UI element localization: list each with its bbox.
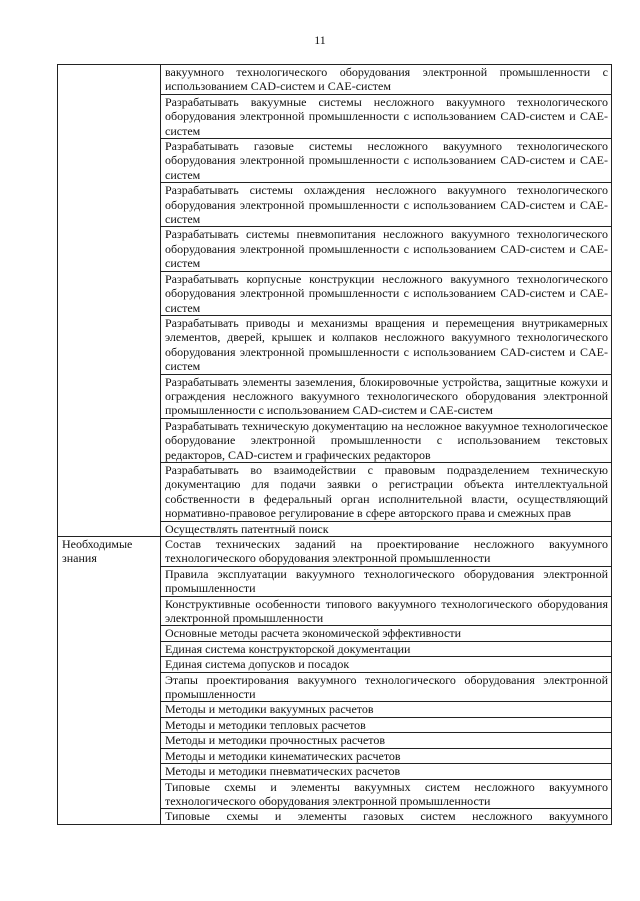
table-cell: Этапы проектирования вакуумного технологического оборудования электронной промышленности [161, 672, 612, 702]
table-cell: Разрабатывать элементы заземления, блокировочные устройства, защитные кожухи и ограждения несложного вакуумного технологического оборудования электронной промышленности с использованием CAD-систем и CAE-систем [161, 374, 612, 418]
table-cell: Единая система допусков и посадок [161, 657, 612, 672]
table-cell: Единая система конструкторской документации [161, 641, 612, 656]
table-cell: Методы и методики вакуумных расчетов [161, 702, 612, 717]
page-number: 11 [314, 33, 326, 47]
table-cell: Конструктивные особенности типового вакуумного технологического оборудования электронной промышленности [161, 596, 612, 626]
table-row [58, 537, 612, 567]
table-cell: Методы и методики кинематических расчетов [161, 748, 612, 763]
table-cell: Разрабатывать газовые системы несложного вакуумного технологического оборудования электронной промышленности с использованием CAD-систем и CAE-систем [161, 139, 612, 183]
table-cell: Разрабатывать системы пневмопитания несложного вакуумного технологического оборудования электронной промышленности с использованием CAD-систем и CAE-систем [161, 227, 612, 271]
table-cell: Методы и методики пневматических расчетов [161, 764, 612, 779]
table-cell: Разрабатывать во взаимодействии с правовым подразделением техническую документацию для подачи заявки о регистрации объекта интеллектуальной собственности в федеральный орган исполнительной власти, осуществляющий нормативно-правовое регулирование в сфере авторского права и смежных прав [161, 462, 612, 521]
table-cell: Методы и методики тепловых расчетов [161, 717, 612, 732]
table-cell: Основные методы расчета экономической эффективности [161, 626, 612, 641]
table-cell: Разрабатывать системы охлаждения несложного вакуумного технологического оборудования электронной промышленности с использованием CAD-систем и CAE-систем [161, 183, 612, 227]
table-cell: Осуществлять патентный поиск [161, 521, 612, 536]
table-cell: вакуумного технологического оборудования электронной промышленности с использованием CAD-систем и CAE-систем [161, 65, 612, 95]
table-cell: Разрабатывать вакуумные системы несложного вакуумного технологического оборудования электронной промышленности с использованием CAD-систем и CAE-систем [161, 94, 612, 138]
table-cell: Типовые схемы и элементы вакуумных систем несложного вакуумного технологического оборудования электронной промышленности [161, 779, 612, 809]
table-row [58, 65, 612, 95]
section-label-knowledge: Необходимые знания [58, 537, 161, 825]
table-cell: Разрабатывать приводы и механизмы вращения и перемещения внутрикамерных элементов, дверей, крышек и колпаков несложного вакуумного технологического оборудования электронной промышленности с использованием CAD-систем и CAE-систем [161, 315, 612, 374]
empty-label-cell [58, 65, 161, 537]
table-cell: Типовые схемы и элементы газовых систем несложного вакуумного [161, 809, 612, 824]
table-cell: Состав технических заданий на проектирование несложного вакуумного технологического оборудования электронной промышленности [161, 537, 612, 567]
table-cell: Разрабатывать корпусные конструкции несложного вакуумного технологического оборудования электронной промышленности с использованием CAD-систем и CAE-систем [161, 271, 612, 315]
requirements-table [57, 64, 612, 825]
table-cell: Правила эксплуатации вакуумного технологического оборудования электронной промышленности [161, 566, 612, 596]
table-cell: Разрабатывать техническую документацию на несложное вакуумное технологическое оборудование электронной промышленности с использованием текстовых редакторов, CAD-систем и графических редакторов [161, 418, 612, 462]
table-cell: Методы и методики прочностных расчетов [161, 733, 612, 748]
